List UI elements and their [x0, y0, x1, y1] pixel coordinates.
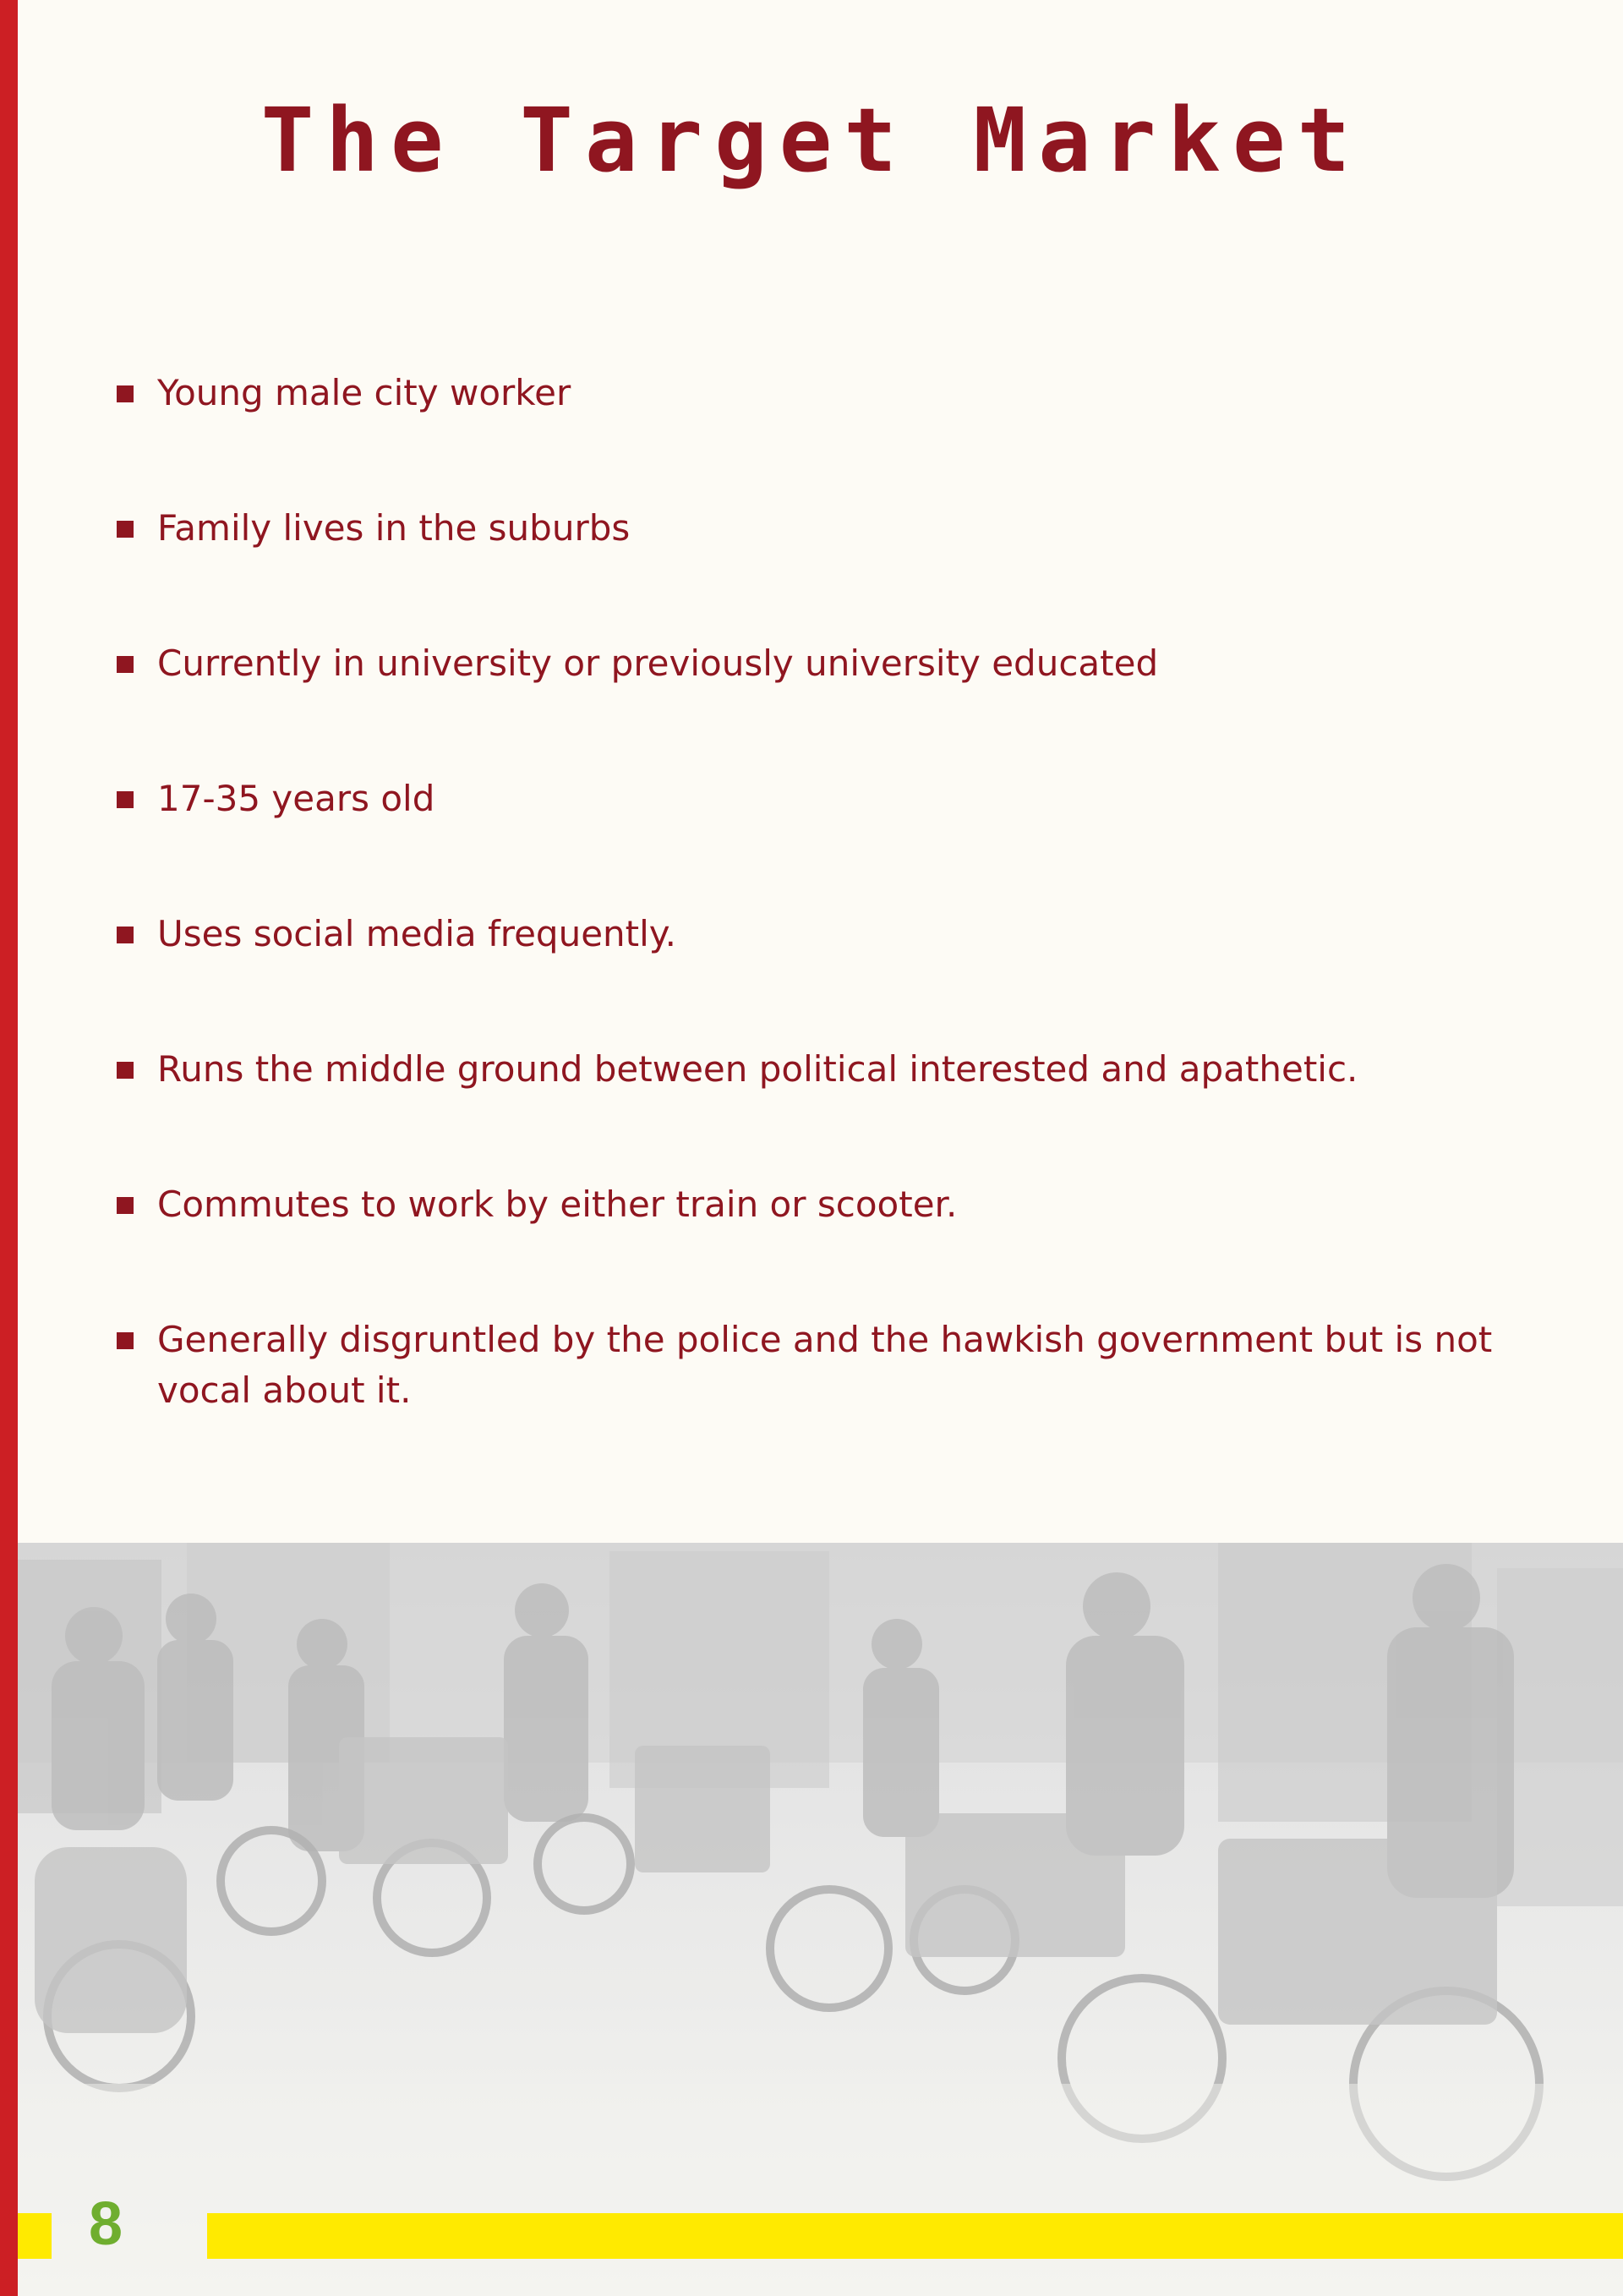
list-item [115, 774, 1501, 824]
page-number: 8 [89, 2190, 123, 2258]
yellow-accent-left [18, 2213, 52, 2259]
list-item [115, 1315, 1501, 1416]
list-item-text: Currently in university or previously university educated [157, 642, 1159, 684]
list-item-text: Commutes to work by either train or scooter. [157, 1184, 958, 1225]
list-item-text: Runs the middle ground between political interested and apathetic. [157, 1048, 1358, 1090]
street-photo-background [18, 1543, 1623, 2296]
list-item-text: Young male city worker [157, 372, 571, 413]
bullet-square-icon [117, 385, 134, 402]
target-market-list [115, 368, 1501, 1501]
left-accent-bar [0, 0, 18, 2296]
list-item [115, 909, 1501, 959]
list-item [115, 503, 1501, 554]
bullet-square-icon [117, 791, 134, 808]
page-title: The Target Market [260, 89, 1363, 192]
bullet-square-icon [117, 927, 134, 943]
yellow-footer-bar [207, 2213, 1623, 2259]
list-item-text: Family lives in the suburbs [157, 507, 631, 549]
list-item-text: Generally disgruntled by the police and the hawkish government but is not vocal about it. [157, 1319, 1493, 1411]
list-item [115, 1044, 1501, 1095]
bullet-square-icon [117, 1332, 134, 1349]
bullet-square-icon [117, 1197, 134, 1214]
bullet-square-icon [117, 656, 134, 673]
bullet-square-icon [117, 521, 134, 538]
bullet-square-icon [117, 1062, 134, 1079]
list-item-text: Uses social media frequently. [157, 913, 677, 954]
list-item [115, 638, 1501, 689]
list-item [115, 1179, 1501, 1230]
street-scene-illustration [18, 1543, 1623, 2296]
list-item [115, 368, 1501, 418]
list-item-text: 17-35 years old [157, 778, 435, 819]
